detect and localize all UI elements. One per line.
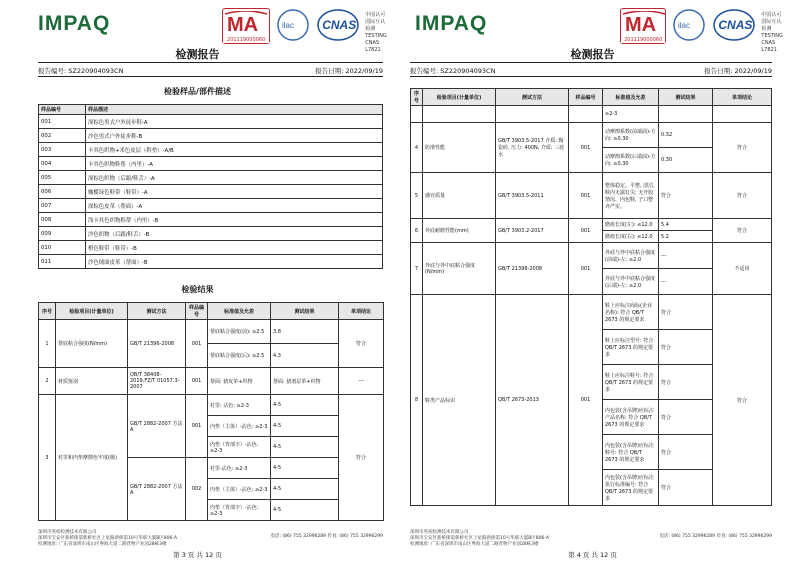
- doc-title: 检测报告: [175, 48, 220, 61]
- table-row: 2 材质鉴别 QB/T 38408-2019,FZ/T 01057.3-2007 001 帮面: 猪皮革+织物 帮面: 猪剖层革+织物 ---: [39, 368, 384, 395]
- table-row: 007 深棕色皮革（帮面）-A: [39, 199, 383, 213]
- ilac-mra-icon: [671, 8, 707, 42]
- svg-text:ilac: ilac: [282, 21, 295, 30]
- header-rule: [410, 62, 772, 63]
- table-row: 4 防滑性能 GB/T 3903.5-2017 介质: 陶瓷砖, 压力: 400N, 介质: 三硅水 001 动摩擦系数(前端面)-方向: ≥0.30 0.32 符合: [411, 123, 772, 148]
- table-row: 006 橄榄绿色鞋带（鞋带）-A: [39, 185, 383, 199]
- cnas-label: CNAS: [322, 18, 357, 32]
- samples-section-title: 检验样品/部件描述: [164, 87, 231, 96]
- table-row: 004 卡其色织物鞋帮（内里）-A: [39, 157, 383, 171]
- cma-number: 201119000060: [621, 37, 665, 43]
- svg-text:MA: MA: [625, 14, 657, 35]
- doc-title: 检测报告: [570, 48, 615, 61]
- table-row: ≥2-3: [411, 106, 772, 123]
- table-row: 003 卡其色织物+米色皮层（鞋垫）-A/B: [39, 143, 383, 157]
- table-row: 5 感官质量 GB/T 3903.5-2011 001 整体稳定、平整, 清洁, 鞋内无露钉尖; 无开胶情况、内包鞋, 子口整齐严实。 符合 符合: [411, 173, 772, 219]
- results-table: 序号 检验项目(计量单位) 测试方法 样品编号 标准值及允差 测试结果 单项结论 1 帮底粘合强度(N/mm) GB/T 21396-2008 001 帮底粘合强度(前): ≥2.5 3.8 符合 帮底粘合强度(后): ≥2.5 4.3 2 材质鉴别 QB/T 38408-2019,FZ/T 01057.3-2007 001 帮面: 猪皮革+织物 帮面: 猪剖层革+织物 --- 3 衬里和内垫摩擦色牢度(级) GB/T 2882-2007 方法A 001 衬里: 沾色: ≥2-3 4-5 符合 内垫（主体）-沾色: ≥2-3 4-5 内垫（背部字）-沾色: ≥2-3 4-5 GB/T 2882-2007 方法A 002 衬里-沾色: ≥2-3 4-5 内垫（主体）-沾色: ≥2-3 4-5 内垫（背部字）-沾色: ≥2-3 4-5: [38, 302, 384, 521]
- footer-address: 深圳市英柏检测技术有限公司 深圳市宝安区新桥街道新桥社区上星路新桥第10号华联大厦B区806-A 检测地址: 广东省深圳市南山区粤海大道二路营物产业园28栋3楼: [38, 530, 178, 547]
- table-row: 1 帮底粘合强度(N/mm) GB/T 21396-2008 001 帮底粘合强度(前): ≥2.5 3.8 符合: [39, 320, 384, 344]
- samples-header-desc: 样品描述: [86, 105, 383, 115]
- table-row: 3 衬里和内垫摩擦色牢度(级) GB/T 2882-2007 方法A 001 衬里: 沾色: ≥2-3 4-5 符合: [39, 395, 384, 416]
- cnas-mark-icon: [316, 8, 360, 42]
- samples-table: [38, 104, 383, 269]
- page-number: 第 4 页 共 12 页: [568, 551, 617, 559]
- cnas-info: 中国认可 国际互认 检测 TESTING CNAS L7821: [365, 12, 387, 53]
- impaq-logo: IMPAQ: [415, 12, 488, 35]
- table-row: 002 沙色男式户外徒步鞋-B: [39, 129, 383, 143]
- table-row: 005 深棕色织物（后跟/鞋舌）-A: [39, 171, 383, 185]
- ilac-mra-icon: [275, 8, 311, 42]
- footer-address: 深圳市英柏检测技术有限公司 深圳市宝安区新桥街道新桥社区上星路新桥第10号华联大厦B区806-A 检测地址: 广东省深圳市南山区粤海大道二路营物产业园28栋3楼: [410, 530, 550, 547]
- footer-contact: 电话: (86) 755 32996289 传真: (86) 755 32996299: [270, 534, 383, 539]
- page-number: 第 3 页 共 12 页: [173, 551, 222, 559]
- table-row: 8 鞋类产品标识 QB/T 2673-2013 001 鞋上应标注商标(企业名称): 符合 QB/T 2673 的规定要求 符合 符合: [411, 295, 772, 330]
- results-section-title: 检验结果: [181, 285, 214, 294]
- results-table-continued: 序号 检验项目(计量单位) 测试方法 样品编号 标准值及允差 测试结果 单项结论 ≥2-3 4 防滑性能 GB/T 3903.5-2017 介质: 陶瓷砖, 压力: 400N, 介质: 三硅水 001 动摩擦系数(前端面)-方向: ≥0.30 0.32 符合 动摩擦系数(后端面)-方向: ≥0.30 0.30 5 感官质量 GB/T 3903.5-2011 001 整体稳定、平整, 清洁, 鞋内无露钉尖; 无开胶情况、内包鞋, 子口整齐严实。 符合 符合 6 外底耐磨性能(mm) GB/T 3903.2-2017 001 磨痕长度(左): ≤12.0 5.4 符合 磨痕长度(右): ≤12.0 5.2 7 外底与外中底粘合强度(N/mm) GB/T 21396-2008 001 外底与外中底粘合强度(前端)-左: ≥2.0 --- 不适用 外底与外中底粘合强度(后端)-左: ≥2.0 --- 8 鞋类产品标识 QB/T 2673-2013 001 鞋上应标注商标(企业名称): 符合 QB/T 2673 的规定要求 符合 符合 鞋上应标注型号: 符合 QB/T 2673 的规定要求 符合 鞋上应标注鞋号: 符合 QB/T 2673 的规定要求 符合 内包装(含吊牌)应标注产品名称: 符合 QB/T 2673 的规定要求 符合 内包装(含吊牌)应标注鞋号: 符合 QB/T 2673 的规定要求 符合 内包装(含吊牌)应标注执行标准编号: 符合 QB/T 2673 的规定要求 符合: [410, 88, 772, 506]
- report-page-4: [395, 0, 790, 585]
- table-row: 009 沙色织物（后跟/鞋舌）-B: [39, 227, 383, 241]
- table-row: 008 浅卡其色织物鞋帮（内里）-B: [39, 213, 383, 227]
- cma-mark-icon: [620, 8, 666, 44]
- header-rule: [38, 62, 383, 63]
- cnas-mark-icon: [712, 8, 756, 42]
- impaq-logo: IMPAQ: [38, 12, 111, 35]
- cnas-info: 中国认可 国际互认 检测 TESTING CNAS L7821: [761, 12, 783, 53]
- svg-text:ilac: ilac: [678, 21, 691, 30]
- table-row: 6 外底耐磨性能(mm) GB/T 3903.2-2017 001 磨痕长度(左): ≤12.0 5.4 符合: [411, 219, 772, 231]
- header-rule-2: [410, 76, 772, 77]
- table-row: 001 深棕色男式户外徒步鞋-A: [39, 115, 383, 129]
- svg-text:MA: MA: [227, 14, 259, 35]
- table-row: 010 橙色鞋带（鞋带）-B: [39, 241, 383, 255]
- report-date: 报告日期: 2022/09/19: [704, 67, 772, 75]
- report-date: 报告日期: 2022/09/19: [315, 67, 383, 75]
- report-number: 报告编号: SZ220904093CN: [38, 67, 124, 75]
- cnas-label: CNAS: [718, 18, 753, 32]
- cma-mark-icon: [222, 8, 270, 44]
- footer-contact: 电话: (86) 755 32996289 传真: (86) 755 32996299: [659, 534, 772, 539]
- samples-header-no: 样品编号: [39, 105, 86, 115]
- report-number: 报告编号: SZ220904093CN: [410, 67, 496, 75]
- table-row: 7 外底与外中底粘合强度(N/mm) GB/T 21396-2008 001 外底与外中底粘合强度(前端)-左: ≥2.0 --- 不适用: [411, 243, 772, 269]
- cma-number: 201119000060: [223, 37, 269, 43]
- table-row: 011 沙色绒面皮革（帮面）-B: [39, 255, 383, 269]
- header-rule-2: [38, 76, 383, 77]
